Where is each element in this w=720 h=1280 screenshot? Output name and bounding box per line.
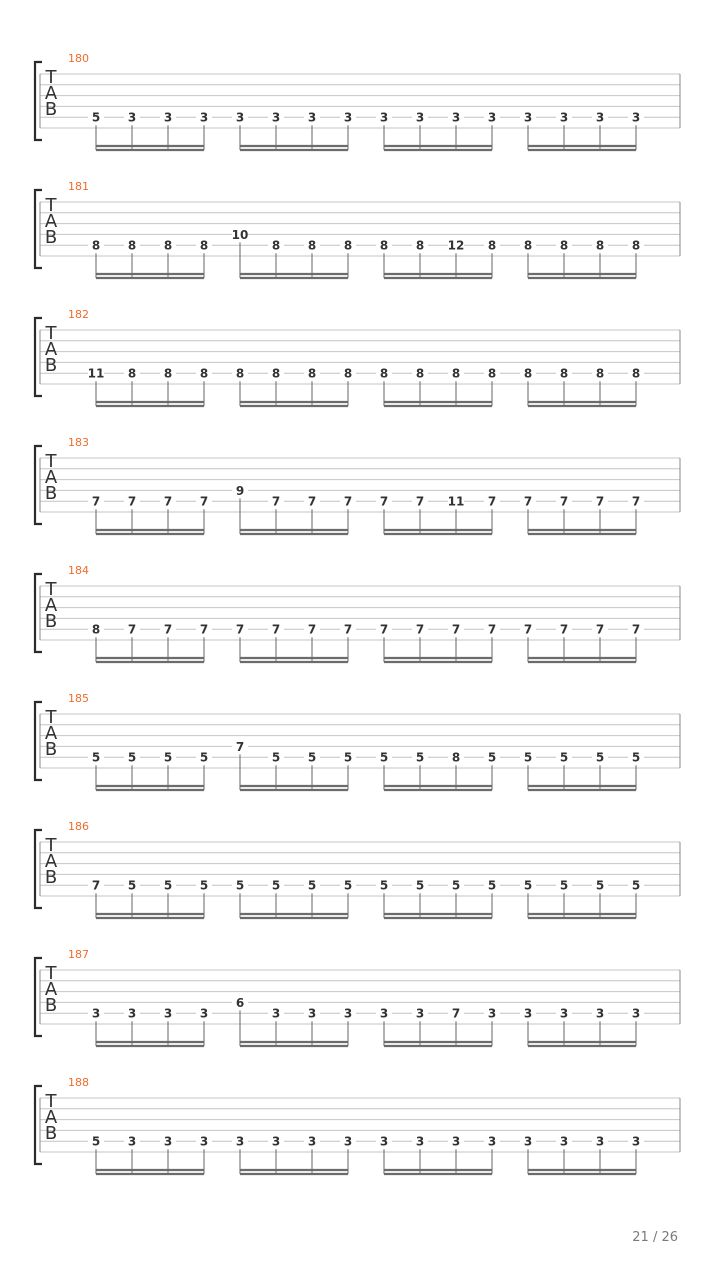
measure-number: 184 — [68, 564, 89, 577]
fret-number: 3 — [559, 1134, 569, 1149]
tab-clef-letter: A — [44, 467, 58, 488]
fret-number: 3 — [379, 110, 389, 125]
fret-number: 3 — [415, 1134, 425, 1149]
fret-number: 9 — [235, 483, 245, 498]
fret-number: 3 — [307, 1134, 317, 1149]
tab-system — [35, 820, 680, 918]
fret-number: 3 — [271, 110, 281, 125]
fret-number: 3 — [379, 1006, 389, 1021]
fret-number: 5 — [487, 878, 497, 893]
tab-clef-letter: B — [44, 995, 58, 1016]
fret-number: 11 — [87, 366, 105, 381]
fret-number: 7 — [379, 622, 389, 637]
fret-number: 8 — [199, 238, 209, 253]
tab-clef-letter: B — [44, 227, 58, 248]
fret-number: 7 — [307, 494, 317, 509]
fret-number: 8 — [343, 238, 353, 253]
fret-number: 8 — [379, 238, 389, 253]
fret-number: 3 — [343, 1134, 353, 1149]
fret-number: 8 — [343, 366, 353, 381]
fret-number: 7 — [487, 494, 497, 509]
measure-number: 185 — [68, 692, 89, 705]
fret-number: 3 — [199, 1006, 209, 1021]
fret-number: 8 — [199, 366, 209, 381]
fret-number: 7 — [595, 494, 605, 509]
fret-number: 8 — [307, 238, 317, 253]
fret-number: 8 — [523, 366, 533, 381]
fret-number: 5 — [307, 878, 317, 893]
fret-number: 7 — [415, 494, 425, 509]
fret-number: 3 — [343, 110, 353, 125]
fret-number: 7 — [199, 494, 209, 509]
fret-number: 5 — [523, 878, 533, 893]
fret-number: 5 — [91, 750, 101, 765]
fret-number: 3 — [631, 110, 641, 125]
fret-number: 3 — [163, 1006, 173, 1021]
fret-number: 5 — [343, 750, 353, 765]
fret-number: 8 — [235, 366, 245, 381]
fret-number: 7 — [523, 622, 533, 637]
tab-clef-letter: T — [45, 1091, 57, 1112]
fret-number: 8 — [631, 238, 641, 253]
fret-number: 7 — [163, 494, 173, 509]
fret-number: 3 — [127, 1134, 137, 1149]
fret-number: 5 — [91, 110, 101, 125]
fret-number: 5 — [307, 750, 317, 765]
measure-number: 181 — [68, 180, 89, 193]
measure-number: 187 — [68, 948, 89, 961]
fret-number: 3 — [631, 1006, 641, 1021]
fret-number: 3 — [127, 110, 137, 125]
fret-number: 8 — [631, 366, 641, 381]
tab-clef-letter: B — [44, 867, 58, 888]
fret-number: 8 — [595, 366, 605, 381]
tab-clef-letter: T — [45, 451, 57, 472]
fret-number: 3 — [307, 110, 317, 125]
fret-number: 3 — [163, 1134, 173, 1149]
fret-number: 3 — [451, 1134, 461, 1149]
fret-number: 3 — [271, 1006, 281, 1021]
fret-number: 5 — [631, 878, 641, 893]
fret-number: 5 — [487, 750, 497, 765]
fret-number: 8 — [451, 366, 461, 381]
tab-clef-letter: A — [44, 979, 58, 1000]
fret-number: 3 — [487, 110, 497, 125]
fret-number: 10 — [231, 227, 249, 242]
page-number: 21 / 26 — [632, 1230, 678, 1245]
fret-number: 5 — [163, 878, 173, 893]
fret-number: 8 — [559, 238, 569, 253]
fret-number: 5 — [559, 750, 569, 765]
tab-clef-letter: T — [45, 835, 57, 856]
tab-clef-letter: B — [44, 611, 58, 632]
tab-system — [35, 308, 680, 406]
fret-number: 5 — [523, 750, 533, 765]
fret-number: 3 — [523, 1006, 533, 1021]
tab-clef-letter: T — [45, 707, 57, 728]
fret-number: 8 — [127, 238, 137, 253]
tab-clef-letter: T — [45, 195, 57, 216]
fret-number: 8 — [91, 238, 101, 253]
fret-number: 7 — [271, 622, 281, 637]
fret-number: 5 — [235, 878, 245, 893]
fret-number: 8 — [451, 750, 461, 765]
fret-number: 7 — [559, 494, 569, 509]
fret-number: 5 — [199, 878, 209, 893]
fret-number: 3 — [343, 1006, 353, 1021]
tab-system — [35, 1076, 680, 1174]
fret-number: 8 — [91, 622, 101, 637]
fret-number: 5 — [343, 878, 353, 893]
measure-number: 183 — [68, 436, 89, 449]
fret-number: 3 — [559, 1006, 569, 1021]
fret-number: 7 — [523, 494, 533, 509]
fret-number: 7 — [307, 622, 317, 637]
fret-number: 3 — [595, 110, 605, 125]
tab-system — [35, 564, 680, 662]
fret-number: 8 — [271, 238, 281, 253]
fret-number: 8 — [559, 366, 569, 381]
fret-number: 7 — [415, 622, 425, 637]
fret-number: 7 — [163, 622, 173, 637]
tab-system — [35, 692, 680, 790]
tab-clef-letter: A — [44, 339, 58, 360]
fret-number: 5 — [595, 750, 605, 765]
tab-clef-letter: A — [44, 211, 58, 232]
fret-number: 11 — [447, 494, 465, 509]
fret-number: 7 — [91, 494, 101, 509]
tab-clef-letter: T — [45, 323, 57, 344]
fret-number: 5 — [271, 878, 281, 893]
fret-number: 3 — [271, 1134, 281, 1149]
fret-number: 8 — [595, 238, 605, 253]
tab-clef-letter: B — [44, 355, 58, 376]
measure-number: 182 — [68, 308, 89, 321]
fret-number: 7 — [487, 622, 497, 637]
fret-number: 3 — [91, 1006, 101, 1021]
fret-number: 8 — [487, 366, 497, 381]
fret-number: 3 — [595, 1134, 605, 1149]
fret-number: 8 — [163, 238, 173, 253]
fret-number: 5 — [91, 1134, 101, 1149]
fret-number: 7 — [379, 494, 389, 509]
tab-clef-letter: A — [44, 851, 58, 872]
fret-number: 7 — [91, 878, 101, 893]
fret-number: 8 — [415, 366, 425, 381]
fret-number: 3 — [523, 110, 533, 125]
tab-clef-letter: B — [44, 483, 58, 504]
fret-number: 5 — [271, 750, 281, 765]
fret-number: 8 — [307, 366, 317, 381]
tab-system — [35, 52, 680, 150]
fret-number: 7 — [343, 494, 353, 509]
fret-number: 8 — [271, 366, 281, 381]
fret-number: 12 — [447, 238, 465, 253]
fret-number: 3 — [235, 1134, 245, 1149]
tab-clef-letter: B — [44, 739, 58, 760]
measure-number: 180 — [68, 52, 89, 65]
fret-number: 3 — [451, 110, 461, 125]
fret-number: 7 — [127, 622, 137, 637]
tab-clef-letter: T — [45, 963, 57, 984]
fret-number: 8 — [415, 238, 425, 253]
fret-number: 5 — [127, 750, 137, 765]
fret-number: 7 — [451, 622, 461, 637]
fret-number: 8 — [163, 366, 173, 381]
fret-number: 5 — [163, 750, 173, 765]
fret-number: 5 — [559, 878, 569, 893]
tab-clef-letter: A — [44, 723, 58, 744]
fret-number: 5 — [127, 878, 137, 893]
fret-number: 7 — [127, 494, 137, 509]
tab-clef-letter: T — [45, 579, 57, 600]
measure-number: 188 — [68, 1076, 89, 1089]
fret-number: 3 — [163, 110, 173, 125]
tab-system — [35, 948, 680, 1046]
fret-number: 3 — [199, 1134, 209, 1149]
fret-number: 8 — [523, 238, 533, 253]
fret-number: 7 — [343, 622, 353, 637]
measure-number: 186 — [68, 820, 89, 833]
tab-clef-letter: T — [45, 67, 57, 88]
fret-number: 7 — [595, 622, 605, 637]
tab-clef-letter: B — [44, 1123, 58, 1144]
fret-number: 7 — [559, 622, 569, 637]
tab-clef-letter: A — [44, 595, 58, 616]
fret-number: 7 — [451, 1006, 461, 1021]
fret-number: 3 — [487, 1134, 497, 1149]
fret-number: 3 — [595, 1006, 605, 1021]
fret-number: 3 — [415, 1006, 425, 1021]
fret-number: 3 — [631, 1134, 641, 1149]
fret-number: 5 — [595, 878, 605, 893]
fret-number: 6 — [235, 995, 245, 1010]
fret-number: 3 — [379, 1134, 389, 1149]
tab-clef-letter: B — [44, 99, 58, 120]
fret-number: 3 — [127, 1006, 137, 1021]
fret-number: 5 — [451, 878, 461, 893]
fret-number: 5 — [415, 750, 425, 765]
fret-number: 7 — [631, 494, 641, 509]
fret-number: 3 — [523, 1134, 533, 1149]
fret-number: 5 — [379, 878, 389, 893]
tab-clef-letter: A — [44, 83, 58, 104]
fret-number: 3 — [307, 1006, 317, 1021]
fret-number: 7 — [235, 622, 245, 637]
fret-number: 8 — [379, 366, 389, 381]
fret-number: 7 — [271, 494, 281, 509]
fret-number: 5 — [379, 750, 389, 765]
fret-number: 8 — [127, 366, 137, 381]
fret-number: 3 — [235, 110, 245, 125]
fret-number: 7 — [199, 622, 209, 637]
fret-number: 5 — [631, 750, 641, 765]
fret-number: 8 — [487, 238, 497, 253]
tab-system — [35, 180, 680, 278]
fret-number: 3 — [559, 110, 569, 125]
fret-number: 7 — [631, 622, 641, 637]
fret-number: 3 — [199, 110, 209, 125]
fret-number: 7 — [235, 739, 245, 754]
fret-number: 3 — [415, 110, 425, 125]
tab-system — [35, 436, 680, 534]
fret-number: 3 — [487, 1006, 497, 1021]
tab-clef-letter: A — [44, 1107, 58, 1128]
fret-number: 5 — [199, 750, 209, 765]
fret-number: 5 — [415, 878, 425, 893]
